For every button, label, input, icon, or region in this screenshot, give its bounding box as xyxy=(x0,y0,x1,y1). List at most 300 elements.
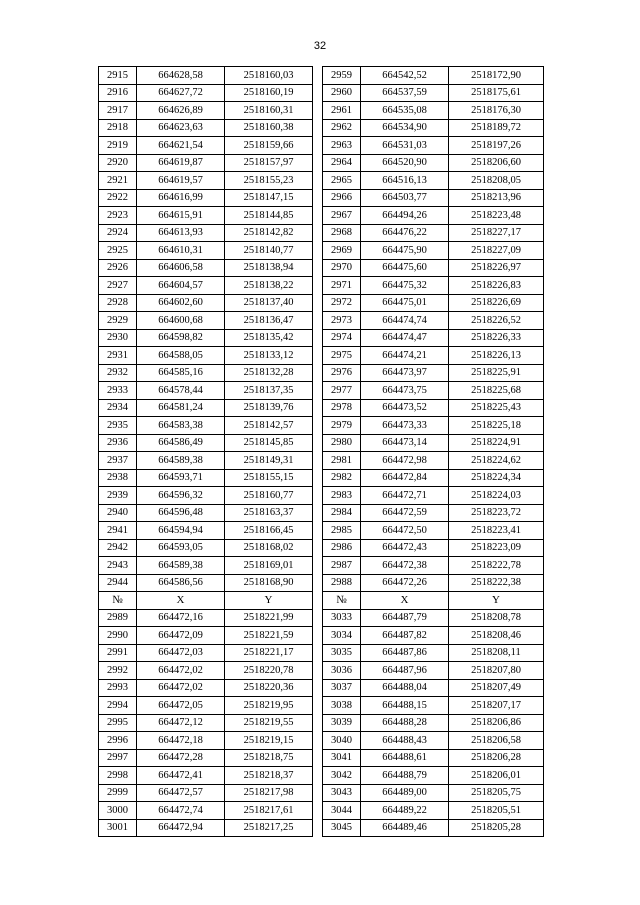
column-gap xyxy=(313,242,323,260)
x-coordinate-cell: 664472,98 xyxy=(361,452,449,470)
x-coordinate-cell: 664475,01 xyxy=(361,294,449,312)
column-gap xyxy=(313,487,323,505)
column-gap xyxy=(313,574,323,592)
column-gap xyxy=(313,749,323,767)
x-coordinate-cell: 664593,05 xyxy=(137,539,225,557)
y-coordinate-cell: 2518224,34 xyxy=(449,469,544,487)
table-row xyxy=(99,294,544,312)
y-coordinate-cell: 2518223,48 xyxy=(449,207,544,225)
x-coordinate-cell: 664472,03 xyxy=(137,644,225,662)
y-coordinate-cell: 2518168,90 xyxy=(225,574,313,592)
table-row xyxy=(99,207,544,225)
column-gap xyxy=(313,347,323,365)
x-coordinate-cell: 664494,26 xyxy=(361,207,449,225)
y-coordinate-cell: 2518208,05 xyxy=(449,172,544,190)
x-coordinate-cell: 664606,58 xyxy=(137,259,225,277)
point-number-cell: 2970 xyxy=(323,259,361,277)
x-coordinate-cell: 664475,32 xyxy=(361,277,449,295)
y-coordinate-cell: 2518142,82 xyxy=(225,224,313,242)
x-coordinate-cell: 664534,90 xyxy=(361,119,449,137)
y-coordinate-cell: 2518172,90 xyxy=(449,67,544,85)
x-coordinate-cell: 664583,38 xyxy=(137,417,225,435)
point-number-cell: 2941 xyxy=(99,522,137,540)
y-coordinate-cell: 2518169,01 xyxy=(225,557,313,575)
column-gap xyxy=(313,312,323,330)
table-row xyxy=(99,364,544,382)
x-coordinate-cell: 664520,90 xyxy=(361,154,449,172)
x-coordinate-cell: 664586,56 xyxy=(137,574,225,592)
column-gap xyxy=(313,382,323,400)
point-number-cell: 2939 xyxy=(99,487,137,505)
table-row xyxy=(99,329,544,347)
y-coordinate-cell: 2518206,01 xyxy=(449,767,544,785)
point-number-cell: 2943 xyxy=(99,557,137,575)
x-coordinate-cell: 664615,91 xyxy=(137,207,225,225)
point-number-cell: 2920 xyxy=(99,154,137,172)
y-coordinate-cell: 2518160,38 xyxy=(225,119,313,137)
x-coordinate-cell: 664627,72 xyxy=(137,84,225,102)
x-coordinate-cell: 664472,41 xyxy=(137,767,225,785)
y-coordinate-cell: 2518160,19 xyxy=(225,84,313,102)
point-number-cell: 2987 xyxy=(323,557,361,575)
x-coordinate-cell: 664488,04 xyxy=(361,679,449,697)
y-coordinate-cell: 2518226,69 xyxy=(449,294,544,312)
x-coordinate-cell: 664473,33 xyxy=(361,417,449,435)
table-row xyxy=(99,732,544,750)
table-row xyxy=(99,382,544,400)
x-coordinate-cell: 664616,99 xyxy=(137,189,225,207)
table-row xyxy=(99,417,544,435)
x-coordinate-cell: 664487,86 xyxy=(361,644,449,662)
table-row xyxy=(99,67,544,85)
table-row xyxy=(99,714,544,732)
column-gap xyxy=(313,697,323,715)
table-row xyxy=(99,154,544,172)
point-number-cell: 2998 xyxy=(99,767,137,785)
x-coordinate-cell: 664472,71 xyxy=(361,487,449,505)
y-coordinate-cell: 2518144,85 xyxy=(225,207,313,225)
point-number-cell: 3045 xyxy=(323,819,361,837)
table-row xyxy=(99,469,544,487)
table-row xyxy=(99,242,544,260)
y-coordinate-cell: 2518136,47 xyxy=(225,312,313,330)
y-coordinate-cell: 2518227,17 xyxy=(449,224,544,242)
x-coordinate-cell: 664585,16 xyxy=(137,364,225,382)
y-coordinate-cell: 2518163,37 xyxy=(225,504,313,522)
point-number-cell: 2938 xyxy=(99,469,137,487)
y-coordinate-cell: 2518135,42 xyxy=(225,329,313,347)
y-coordinate-cell: 2518137,35 xyxy=(225,382,313,400)
point-number-cell: 2919 xyxy=(99,137,137,155)
column-gap xyxy=(313,644,323,662)
column-gap xyxy=(313,329,323,347)
y-coordinate-cell: 2518224,91 xyxy=(449,434,544,452)
y-coordinate-cell: 2518219,15 xyxy=(225,732,313,750)
y-coordinate-cell: 2518208,11 xyxy=(449,644,544,662)
point-number-cell: 2984 xyxy=(323,504,361,522)
header-y: Y xyxy=(449,592,544,610)
column-gap xyxy=(313,259,323,277)
y-coordinate-cell: 2518175,61 xyxy=(449,84,544,102)
y-coordinate-cell: 2518208,78 xyxy=(449,609,544,627)
point-number-cell: 2982 xyxy=(323,469,361,487)
column-gap xyxy=(313,469,323,487)
y-coordinate-cell: 2518155,15 xyxy=(225,469,313,487)
point-number-cell: 2976 xyxy=(323,364,361,382)
point-number-cell: 3039 xyxy=(323,714,361,732)
x-coordinate-cell: 664578,44 xyxy=(137,382,225,400)
column-gap xyxy=(313,767,323,785)
point-number-cell: 2969 xyxy=(323,242,361,260)
column-gap xyxy=(313,609,323,627)
x-coordinate-cell: 664473,14 xyxy=(361,434,449,452)
x-coordinate-cell: 664487,96 xyxy=(361,662,449,680)
table-header-row xyxy=(99,592,544,610)
column-gap xyxy=(313,67,323,85)
table-row xyxy=(99,312,544,330)
x-coordinate-cell: 664613,93 xyxy=(137,224,225,242)
column-gap xyxy=(313,434,323,452)
column-gap xyxy=(313,224,323,242)
table-row xyxy=(99,84,544,102)
x-coordinate-cell: 664503,77 xyxy=(361,189,449,207)
point-number-cell: 2974 xyxy=(323,329,361,347)
point-number-cell: 2942 xyxy=(99,539,137,557)
header-number: № xyxy=(99,592,137,610)
y-coordinate-cell: 2518140,77 xyxy=(225,242,313,260)
table-row xyxy=(99,347,544,365)
y-coordinate-cell: 2518160,03 xyxy=(225,67,313,85)
y-coordinate-cell: 2518142,57 xyxy=(225,417,313,435)
x-coordinate-cell: 664472,26 xyxy=(361,574,449,592)
point-number-cell: 2925 xyxy=(99,242,137,260)
point-number-cell: 3038 xyxy=(323,697,361,715)
x-coordinate-cell: 664531,03 xyxy=(361,137,449,155)
x-coordinate-cell: 664487,79 xyxy=(361,609,449,627)
x-coordinate-cell: 664475,90 xyxy=(361,242,449,260)
x-coordinate-cell: 664600,68 xyxy=(137,312,225,330)
x-coordinate-cell: 664472,38 xyxy=(361,557,449,575)
point-number-cell: 2934 xyxy=(99,399,137,417)
y-coordinate-cell: 2518138,22 xyxy=(225,277,313,295)
y-coordinate-cell: 2518160,77 xyxy=(225,487,313,505)
point-number-cell: 3044 xyxy=(323,802,361,820)
point-number-cell: 2962 xyxy=(323,119,361,137)
point-number-cell: 2979 xyxy=(323,417,361,435)
y-coordinate-cell: 2518133,12 xyxy=(225,347,313,365)
y-coordinate-cell: 2518220,78 xyxy=(225,662,313,680)
table-row xyxy=(99,522,544,540)
column-gap xyxy=(313,364,323,382)
point-number-cell: 2983 xyxy=(323,487,361,505)
table-row xyxy=(99,504,544,522)
table-row xyxy=(99,767,544,785)
x-coordinate-cell: 664619,87 xyxy=(137,154,225,172)
y-coordinate-cell: 2518160,31 xyxy=(225,102,313,120)
y-coordinate-cell: 2518147,15 xyxy=(225,189,313,207)
point-number-cell: 2937 xyxy=(99,452,137,470)
y-coordinate-cell: 2518217,61 xyxy=(225,802,313,820)
point-number-cell: 2985 xyxy=(323,522,361,540)
x-coordinate-cell: 664472,09 xyxy=(137,627,225,645)
y-coordinate-cell: 2518205,75 xyxy=(449,784,544,802)
table-row xyxy=(99,819,544,837)
table-row xyxy=(99,224,544,242)
point-number-cell: 2988 xyxy=(323,574,361,592)
table-row xyxy=(99,557,544,575)
table-row xyxy=(99,749,544,767)
table-row xyxy=(99,627,544,645)
x-coordinate-cell: 664472,94 xyxy=(137,819,225,837)
column-gap xyxy=(313,802,323,820)
table-row xyxy=(99,539,544,557)
table-row xyxy=(99,662,544,680)
point-number-cell: 3040 xyxy=(323,732,361,750)
y-coordinate-cell: 2518220,36 xyxy=(225,679,313,697)
point-number-cell: 2931 xyxy=(99,347,137,365)
point-number-cell: 2926 xyxy=(99,259,137,277)
table-row xyxy=(99,259,544,277)
x-coordinate-cell: 664537,59 xyxy=(361,84,449,102)
x-coordinate-cell: 664472,74 xyxy=(137,802,225,820)
y-coordinate-cell: 2518223,41 xyxy=(449,522,544,540)
point-number-cell: 2997 xyxy=(99,749,137,767)
point-number-cell: 2921 xyxy=(99,172,137,190)
y-coordinate-cell: 2518205,51 xyxy=(449,802,544,820)
y-coordinate-cell: 2518145,85 xyxy=(225,434,313,452)
column-gap xyxy=(313,452,323,470)
table-row xyxy=(99,784,544,802)
point-number-cell: 2964 xyxy=(323,154,361,172)
y-coordinate-cell: 2518226,97 xyxy=(449,259,544,277)
table-row xyxy=(99,102,544,120)
y-coordinate-cell: 2518226,83 xyxy=(449,277,544,295)
point-number-cell: 3036 xyxy=(323,662,361,680)
point-number-cell: 3042 xyxy=(323,767,361,785)
point-number-cell: 3033 xyxy=(323,609,361,627)
table-row xyxy=(99,802,544,820)
point-number-cell: 3000 xyxy=(99,802,137,820)
y-coordinate-cell: 2518138,94 xyxy=(225,259,313,277)
x-coordinate-cell: 664472,84 xyxy=(361,469,449,487)
x-coordinate-cell: 664602,60 xyxy=(137,294,225,312)
point-number-cell: 2915 xyxy=(99,67,137,85)
x-coordinate-cell: 664472,57 xyxy=(137,784,225,802)
point-number-cell: 2922 xyxy=(99,189,137,207)
x-coordinate-cell: 664488,43 xyxy=(361,732,449,750)
point-number-cell: 2995 xyxy=(99,714,137,732)
y-coordinate-cell: 2518226,33 xyxy=(449,329,544,347)
x-coordinate-cell: 664535,08 xyxy=(361,102,449,120)
point-number-cell: 2918 xyxy=(99,119,137,137)
y-coordinate-cell: 2518219,95 xyxy=(225,697,313,715)
x-coordinate-cell: 664610,31 xyxy=(137,242,225,260)
column-gap xyxy=(313,627,323,645)
x-coordinate-cell: 664598,82 xyxy=(137,329,225,347)
x-coordinate-cell: 664488,79 xyxy=(361,767,449,785)
table-row xyxy=(99,574,544,592)
point-number-cell: 2986 xyxy=(323,539,361,557)
x-coordinate-cell: 664593,71 xyxy=(137,469,225,487)
y-coordinate-cell: 2518217,25 xyxy=(225,819,313,837)
table-row xyxy=(99,487,544,505)
y-coordinate-cell: 2518208,46 xyxy=(449,627,544,645)
y-coordinate-cell: 2518223,72 xyxy=(449,504,544,522)
x-coordinate-cell: 664604,57 xyxy=(137,277,225,295)
x-coordinate-cell: 664472,28 xyxy=(137,749,225,767)
table-row xyxy=(99,277,544,295)
y-coordinate-cell: 2518222,38 xyxy=(449,574,544,592)
x-coordinate-cell: 664473,52 xyxy=(361,399,449,417)
column-gap xyxy=(313,172,323,190)
x-coordinate-cell: 664621,54 xyxy=(137,137,225,155)
column-gap xyxy=(313,417,323,435)
column-gap xyxy=(313,714,323,732)
point-number-cell: 3034 xyxy=(323,627,361,645)
point-number-cell: 2959 xyxy=(323,67,361,85)
point-number-cell: 3041 xyxy=(323,749,361,767)
point-number-cell: 2935 xyxy=(99,417,137,435)
x-coordinate-cell: 664487,82 xyxy=(361,627,449,645)
column-gap xyxy=(313,84,323,102)
y-coordinate-cell: 2518206,60 xyxy=(449,154,544,172)
header-x: X xyxy=(137,592,225,610)
y-coordinate-cell: 2518227,09 xyxy=(449,242,544,260)
x-coordinate-cell: 664476,22 xyxy=(361,224,449,242)
point-number-cell: 2989 xyxy=(99,609,137,627)
column-gap xyxy=(313,784,323,802)
point-number-cell: 2967 xyxy=(323,207,361,225)
x-coordinate-cell: 664489,00 xyxy=(361,784,449,802)
x-coordinate-cell: 664472,02 xyxy=(137,679,225,697)
point-number-cell: 2966 xyxy=(323,189,361,207)
y-coordinate-cell: 2518132,28 xyxy=(225,364,313,382)
table-row xyxy=(99,119,544,137)
y-coordinate-cell: 2518155,23 xyxy=(225,172,313,190)
column-gap xyxy=(313,277,323,295)
table-row xyxy=(99,172,544,190)
point-number-cell: 2917 xyxy=(99,102,137,120)
point-number-cell: 3035 xyxy=(323,644,361,662)
point-number-cell: 2996 xyxy=(99,732,137,750)
column-gap xyxy=(313,189,323,207)
table-row xyxy=(99,679,544,697)
column-gap xyxy=(313,137,323,155)
x-coordinate-cell: 664586,49 xyxy=(137,434,225,452)
x-coordinate-cell: 664474,47 xyxy=(361,329,449,347)
y-coordinate-cell: 2518225,18 xyxy=(449,417,544,435)
coordinates-table xyxy=(98,66,544,837)
point-number-cell: 2929 xyxy=(99,312,137,330)
x-coordinate-cell: 664581,24 xyxy=(137,399,225,417)
x-coordinate-cell: 664489,46 xyxy=(361,819,449,837)
header-y: Y xyxy=(225,592,313,610)
x-coordinate-cell: 664623,63 xyxy=(137,119,225,137)
table-row xyxy=(99,189,544,207)
point-number-cell: 2961 xyxy=(323,102,361,120)
point-number-cell: 2990 xyxy=(99,627,137,645)
y-coordinate-cell: 2518139,76 xyxy=(225,399,313,417)
y-coordinate-cell: 2518224,62 xyxy=(449,452,544,470)
table-row xyxy=(99,644,544,662)
point-number-cell: 2975 xyxy=(323,347,361,365)
x-coordinate-cell: 664472,43 xyxy=(361,539,449,557)
x-coordinate-cell: 664589,38 xyxy=(137,557,225,575)
x-coordinate-cell: 664472,50 xyxy=(361,522,449,540)
x-coordinate-cell: 664588,05 xyxy=(137,347,225,365)
column-gap xyxy=(313,539,323,557)
point-number-cell: 2930 xyxy=(99,329,137,347)
x-coordinate-cell: 664472,59 xyxy=(361,504,449,522)
point-number-cell: 2927 xyxy=(99,277,137,295)
x-coordinate-cell: 664488,61 xyxy=(361,749,449,767)
point-number-cell: 2928 xyxy=(99,294,137,312)
y-coordinate-cell: 2518217,98 xyxy=(225,784,313,802)
y-coordinate-cell: 2518137,40 xyxy=(225,294,313,312)
column-gap xyxy=(313,522,323,540)
header-number: № xyxy=(323,592,361,610)
y-coordinate-cell: 2518226,52 xyxy=(449,312,544,330)
column-gap xyxy=(313,662,323,680)
y-coordinate-cell: 2518213,96 xyxy=(449,189,544,207)
table-row xyxy=(99,697,544,715)
point-number-cell: 2981 xyxy=(323,452,361,470)
column-gap xyxy=(313,732,323,750)
y-coordinate-cell: 2518221,17 xyxy=(225,644,313,662)
y-coordinate-cell: 2518157,97 xyxy=(225,154,313,172)
y-coordinate-cell: 2518225,43 xyxy=(449,399,544,417)
y-coordinate-cell: 2518221,99 xyxy=(225,609,313,627)
column-gap xyxy=(313,504,323,522)
column-gap xyxy=(313,207,323,225)
point-number-cell: 2916 xyxy=(99,84,137,102)
y-coordinate-cell: 2518223,09 xyxy=(449,539,544,557)
point-number-cell: 2991 xyxy=(99,644,137,662)
y-coordinate-cell: 2518207,80 xyxy=(449,662,544,680)
x-coordinate-cell: 664596,48 xyxy=(137,504,225,522)
column-gap xyxy=(313,154,323,172)
table-row xyxy=(99,137,544,155)
x-coordinate-cell: 664472,12 xyxy=(137,714,225,732)
x-coordinate-cell: 664474,21 xyxy=(361,347,449,365)
table-row xyxy=(99,434,544,452)
point-number-cell: 2980 xyxy=(323,434,361,452)
point-number-cell: 2993 xyxy=(99,679,137,697)
y-coordinate-cell: 2518176,30 xyxy=(449,102,544,120)
y-coordinate-cell: 2518222,78 xyxy=(449,557,544,575)
point-number-cell: 2932 xyxy=(99,364,137,382)
x-coordinate-cell: 664542,52 xyxy=(361,67,449,85)
point-number-cell: 3001 xyxy=(99,819,137,837)
point-number-cell: 2971 xyxy=(323,277,361,295)
x-coordinate-cell: 664626,89 xyxy=(137,102,225,120)
column-gap xyxy=(313,592,323,610)
point-number-cell: 2968 xyxy=(323,224,361,242)
x-coordinate-cell: 664473,97 xyxy=(361,364,449,382)
y-coordinate-cell: 2518206,28 xyxy=(449,749,544,767)
column-gap xyxy=(313,399,323,417)
point-number-cell: 2960 xyxy=(323,84,361,102)
point-number-cell: 2994 xyxy=(99,697,137,715)
x-coordinate-cell: 664472,02 xyxy=(137,662,225,680)
x-coordinate-cell: 664488,28 xyxy=(361,714,449,732)
page-number: 32 xyxy=(313,40,327,52)
point-number-cell: 2924 xyxy=(99,224,137,242)
point-number-cell: 2923 xyxy=(99,207,137,225)
x-coordinate-cell: 664516,13 xyxy=(361,172,449,190)
y-coordinate-cell: 2518218,37 xyxy=(225,767,313,785)
x-coordinate-cell: 664596,32 xyxy=(137,487,225,505)
